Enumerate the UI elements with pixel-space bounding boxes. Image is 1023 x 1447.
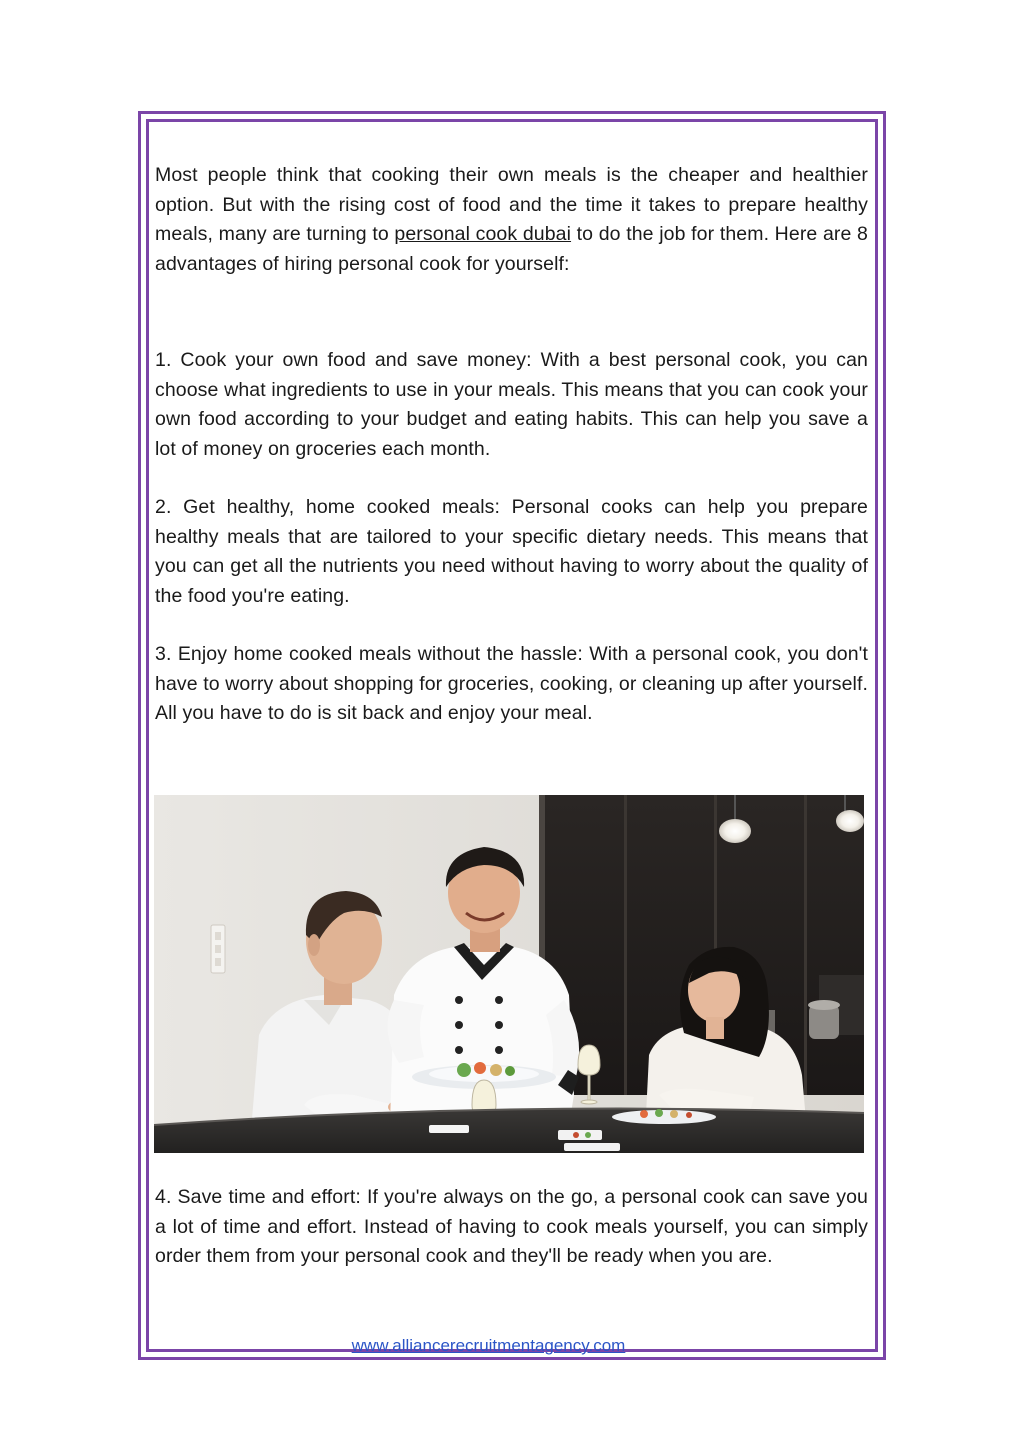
page-border-inner xyxy=(146,119,878,1352)
personal-cook-dubai-link[interactable]: personal cook dubai xyxy=(394,223,572,245)
chef-serving-couple-photo xyxy=(154,795,864,1153)
intro-paragraph xyxy=(155,161,868,279)
intro-text-before-link: Most people think that cooking their own meals is the cheaper and healthier option. But with the rising cost of food and the time it takes to prepare healthy meals, many are turning to xyxy=(155,164,868,245)
intro-text-after-link: to do the job for them. Here are 8 advantages of hiring personal cook for yourself: xyxy=(155,223,868,275)
advantage-item-4: 4. Save time and effort: If you're always on the go, a personal cook can save you a lot of time and effort. Instead of having to cook meals yourself, you can simply order them from your personal cook and they'll be ready when you are. xyxy=(155,1186,868,1267)
advantage-item-1: 1. Cook your own food and save money: With a best personal cook, you can choose what ingredients to use in your meals. This means that you can cook your own food according to your budget and eating habits. This can help you save a lot of money on groceries each month. xyxy=(155,349,868,460)
website-footer-link[interactable]: www.alliancerecruitmentagency.com xyxy=(351,1336,626,1355)
advantage-item-3: 3. Enjoy home cooked meals without the hassle: With a personal cook, you don't have to worry about shopping for groceries, cooking, or cleaning up after yourself. All you have to do is sit back and enjoy your meal. xyxy=(155,643,868,724)
advantage-item-2: 2. Get healthy, home cooked meals: Personal cooks can help you prepare healthy meals that are tailored to your specific dietary needs. This means that you can get all the nutrients you need without having to worry about the quality of the food you're eating. xyxy=(155,496,868,607)
